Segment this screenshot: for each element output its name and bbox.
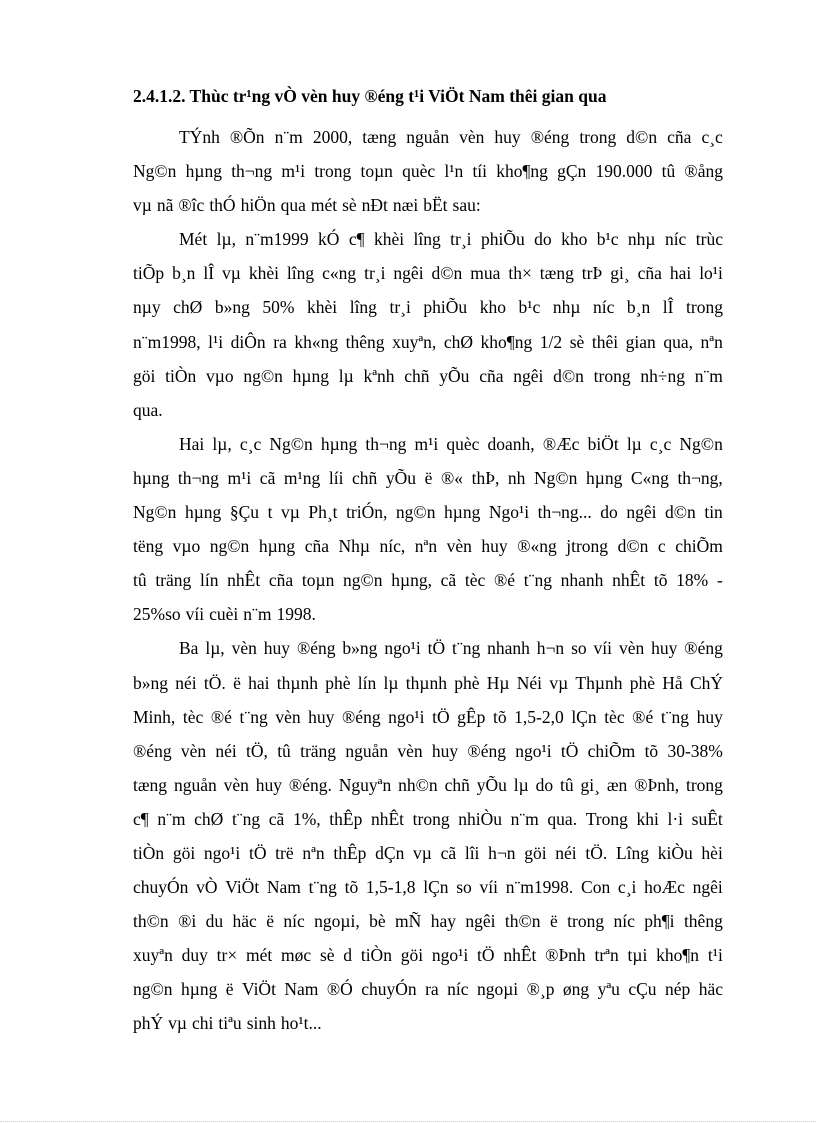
text-line: tû träng lín nhÊt cña toµn ng©n hµng, cã tèc ®é t¨ng nhanh nhÊt tõ 18% -: [133, 570, 723, 591]
text-line: 25%so víi cuèi n¨m 1998.: [133, 604, 316, 625]
text-line: n¨m1998, l¹i diÔn ra kh«ng thêng xuyªn, chØ kho¶ng 1/2 sè thêi gian qua, nªn: [133, 331, 723, 352]
text-line: th©n ®i du häc ë níc ngoµi, bè mÑ hay ngêi th©n ë trong níc ph¶i thêng: [133, 911, 723, 932]
text-line: xuyªn duy tr× mét møc sè d tiÒn göi ngo¹i tÖ nhÊt ®Þnh trªn tµi kho¶n t¹i: [133, 945, 723, 966]
text-line: qua.: [133, 399, 163, 420]
text-line: Hai lµ, c¸c Ng©n hµng th¬ng m¹i quèc doanh, ®Æc biÖt lµ c¸c Ng©n: [179, 433, 723, 454]
text-line: Ng©n hµng th¬ng m¹i trong toµn quèc l¹n tíi kho¶ng gÇn 190.000 tû ®ång: [133, 161, 723, 182]
text-line: Minh, tèc ®é t¨ng vèn huy ®éng ngo¹i tÖ gÊp tõ 1,5-2,0 lÇn tèc ®é t¨ng huy: [133, 706, 723, 727]
text-line: vµ nã ®îc thÓ hiÖn qua mét sè nÐt næi bËt sau:: [133, 195, 481, 216]
text-line: tæng nguån vèn huy ®éng. Nguyªn nh©n chñ yÕu lµ do tû gi¸ æn ®Þnh, trong: [133, 774, 723, 795]
section-heading: 2.4.1.2. Thùc tr¹ng vÒ vèn huy ®éng t¹i ViÖt Nam thêi gian qua: [133, 86, 607, 106]
text-line: tëng vµo ng©n hµng cña Nhµ níc, nªn vèn huy ®«ng jtrong d©n c chiÕm: [133, 536, 723, 557]
text-line: tiÒn göi ngo¹i tÖ trë nªn thÊp dÇn vµ cã lîi h¬n göi néi tÖ. Lîng kiÒu hèi: [133, 842, 723, 863]
document-page: [133, 84, 723, 1041]
text-line: tiÕp b¸n lÎ vµ khèi lîng c«ng tr¸i ngêi d©n mua th× tæng trÞ gi¸ cña hai lo¹i: [133, 263, 723, 284]
text-line: c¶ n¨m chØ t¨ng cã 1%, thÊp nhÊt trong nhiÒu n¨m qua. Trong khi l·i suÊt: [133, 808, 723, 829]
text-line: hµng th¬ng m¹i cã m¹ng líi chñ yÕu ë ®« thÞ, nh Ng©n hµng C«ng th¬ng,: [133, 467, 723, 488]
text-line: Mét lµ, n¨m1999 kÓ c¶ khèi lîng tr¸i phiÕu do kho b¹c nhµ níc trùc: [179, 229, 723, 250]
text-line: TÝnh ®Õn n¨m 2000, tæng nguån vèn huy ®éng trong d©n cña c¸c: [179, 127, 723, 147]
text-line: ®éng vèn néi tÖ, tû träng nguån vèn huy ®éng ngo¹i tÖ chiÕm tõ 30-38%: [133, 740, 723, 761]
text-line: ng©n hµng ë ViÖt Nam ®Ó chuyÓn ra níc ngoµi ®¸p øng yªu cÇu nép häc: [133, 979, 723, 1000]
body-text: [133, 120, 723, 1041]
text-line: Ng©n hµng §Çu t vµ Ph¸t triÓn, ng©n hµng Ngo¹i th¬ng... do ngêi d©n tin: [133, 502, 723, 523]
text-line: göi tiÒn vµo ng©n hµng lµ kªnh chñ yÕu cña ngêi d©n trong nh÷ng n¨m: [133, 365, 723, 386]
text-line: Ba lµ, vèn huy ®éng b»ng ngo¹i tÖ t¨ng nhanh h¬n so víi vèn huy ®éng: [179, 638, 723, 659]
text-line: b»ng néi tÖ. ë hai thµnh phè lín lµ thµnh phè Hµ Néi vµ Thµnh phè Hå ChÝ: [133, 672, 723, 693]
text-line: nµy chØ b»ng 50% khèi lîng tr¸i phiÕu kho b¹c nhµ níc b¸n lÎ trong: [133, 297, 723, 318]
text-line: phÝ vµ chi tiªu sinh ho¹t...: [133, 1013, 322, 1034]
text-line: chuyÓn vÒ ViÖt Nam t¨ng tõ 1,5-1,8 lÇn so víi n¨m1998. Con c¸i hoÆc ngêi: [133, 877, 723, 898]
